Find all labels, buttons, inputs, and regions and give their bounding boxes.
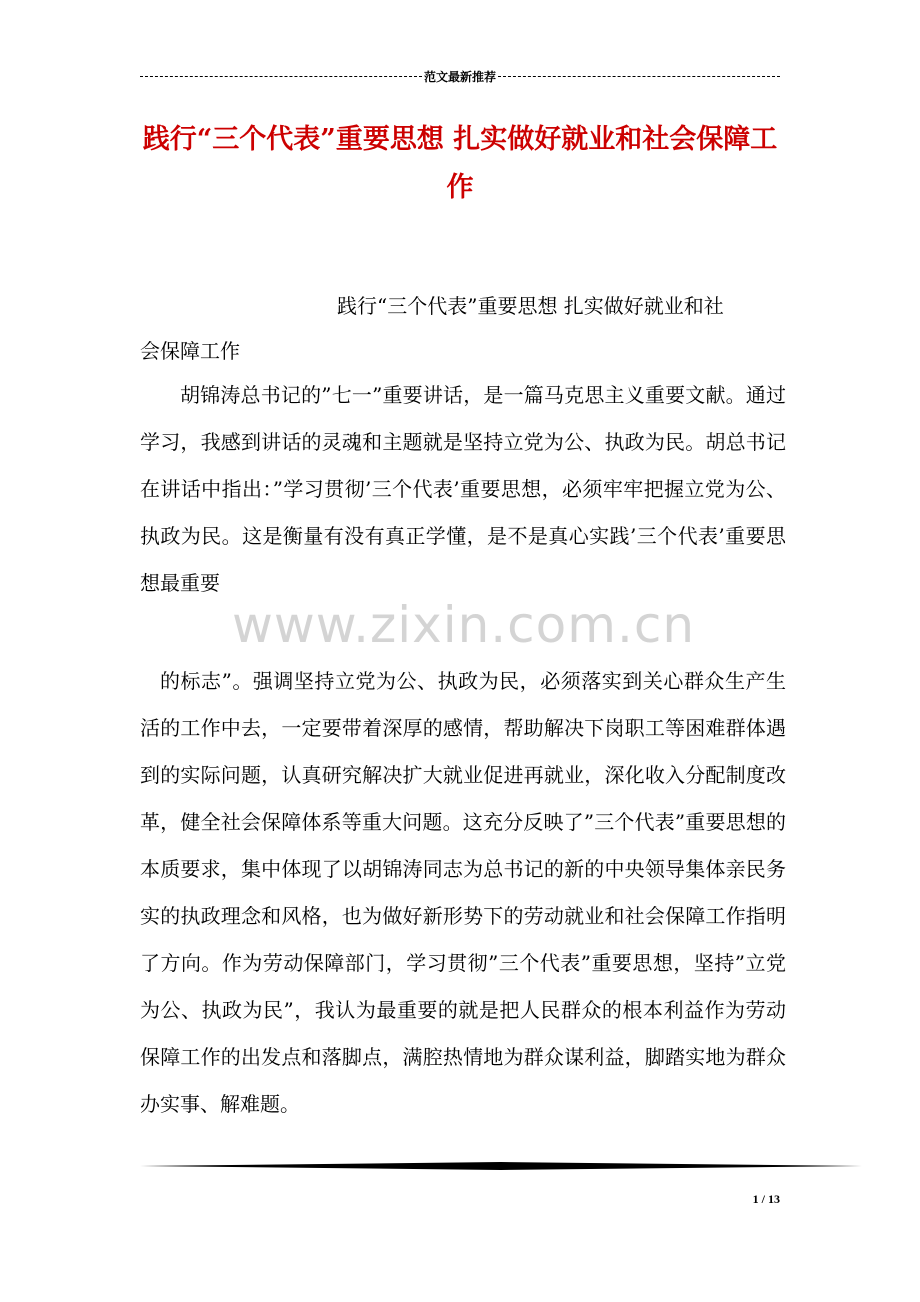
document-title: 践行“三个代表”重要思想 扎实做好就业和社会保障工作: [142, 124, 778, 203]
watermark: www.zixin.com.cn: [232, 596, 696, 654]
page-header: [140, 66, 780, 86]
body-paragraph-1: 胡锦涛总书记的”七一”重要讲话，是一篇马克思主义重要文献。通过学习，我感到讲话的灵魂和主题就是坚持立党为公、执政为民。胡总书记在讲话中指出：”学习贯彻’三个代表’重要思想，必须牢牢把握立党为公、执政为民。这是衡量有没有真正学懂，是不是真心实践’三个代表’重要思想最重要: [140, 383, 786, 595]
body-paragraph-2: 的标志”。强调坚持立党为公、执政为民，必须落实到关心群众生产生活的工作中去，一定要带着深厚的感情，帮助解决下岗职工等困难群体遇到的实际问题，认真研究解决扩大就业促进再就业，深化收入分配制度改革，健全社会保障体系等重大问题。这充分反映了”三个代表”重要思想的本质要求，集中体现了以胡锦涛同志为总书记的新的中央领导集体亲民务实的执政理念和风格，也为做好新形势下的劳动就业和社会保障工作指明了方向。作为劳动保障部门，学习贯彻”三个代表”重要思想，坚持”立党为公、执政为民”，我认为最重要的就是把人民群众的根本利益作为劳动保障工作的出发点和落脚点，满腔热情地为群众谋利益，脚踏实地为群众办实事、解难题。: [140, 669, 786, 1116]
subtitle-line-2: 会保障工作: [140, 339, 240, 363]
page-number: 1 / 13: [752, 1192, 780, 1206]
subtitle-line-1: 践行“三个代表”重要思想 扎实做好就业和社: [337, 294, 724, 318]
document-subtitle: [140, 284, 780, 374]
header-dash-right: [498, 76, 780, 77]
header-dash-left: [140, 76, 422, 77]
footer-rule: [140, 1160, 862, 1172]
header-label: 范文最新推荐: [424, 69, 497, 84]
